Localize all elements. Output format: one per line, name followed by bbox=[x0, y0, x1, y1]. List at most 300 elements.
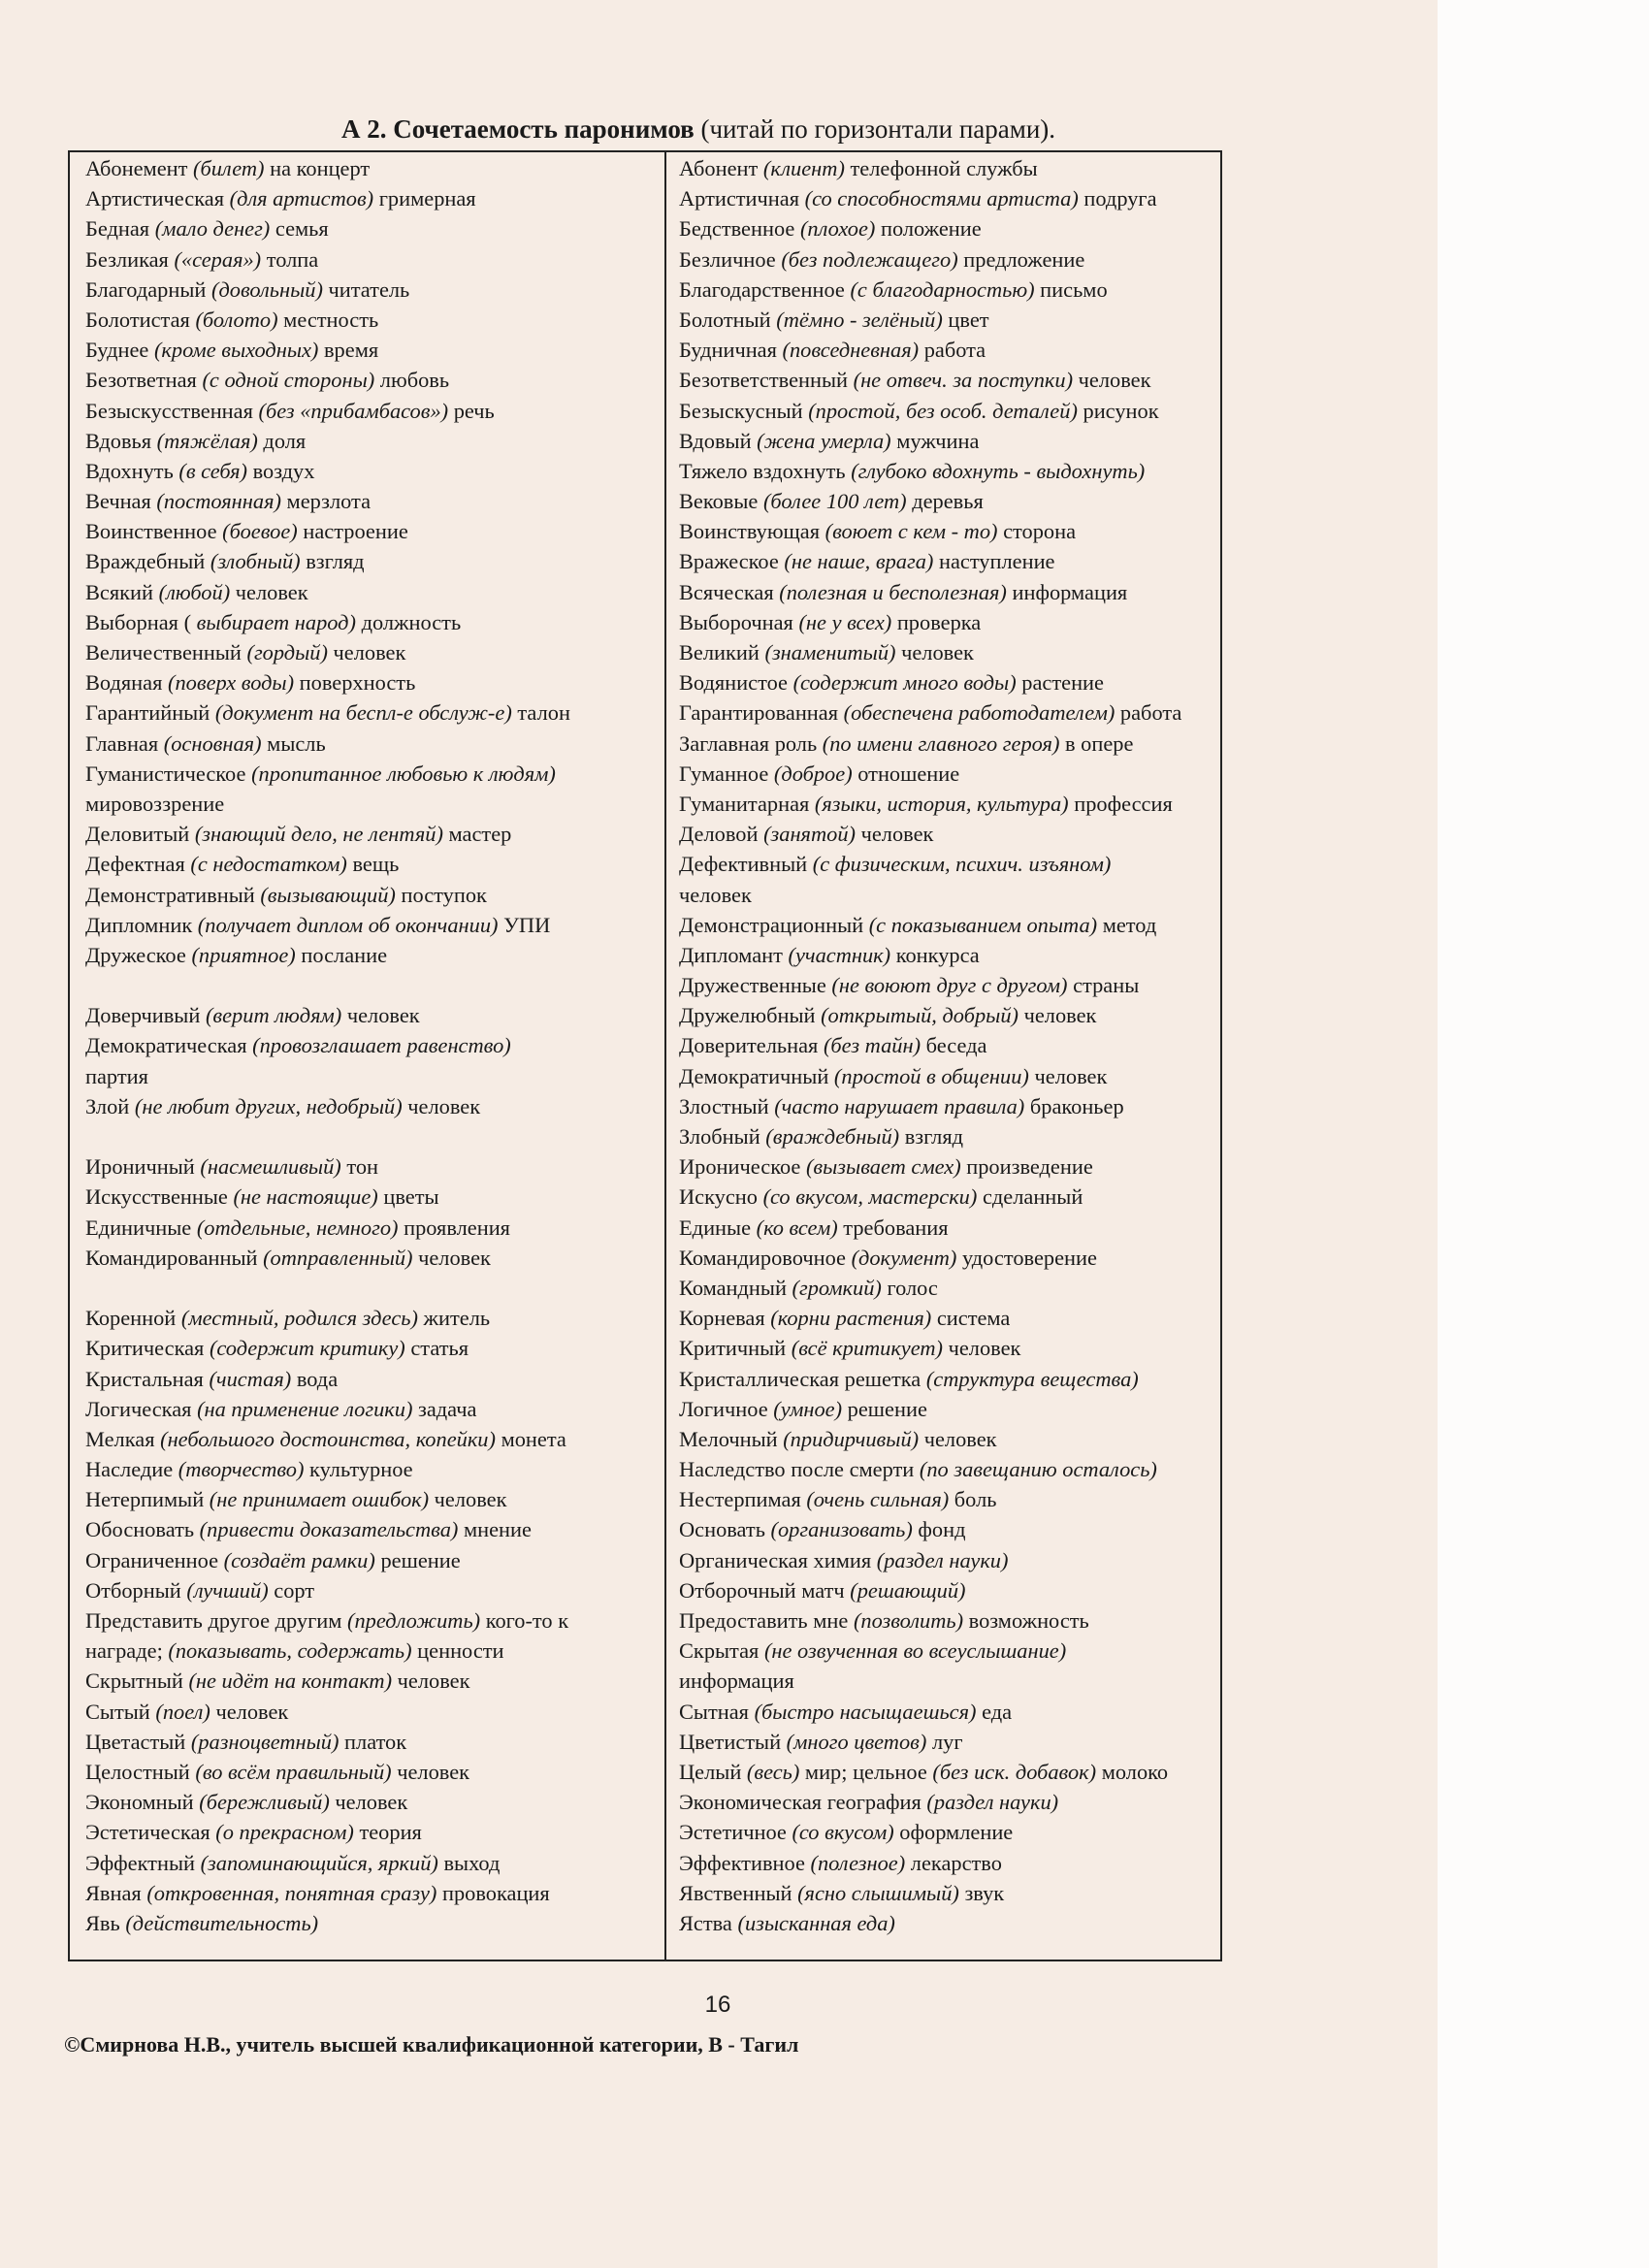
paronym-text: Искусно bbox=[679, 1184, 763, 1210]
paronym-text: Критическая bbox=[85, 1336, 210, 1361]
paronym-text: Дипломант bbox=[679, 942, 789, 967]
paronym-text: Искусственные bbox=[85, 1184, 234, 1210]
paronym-text: Водяная bbox=[85, 670, 168, 696]
table-line bbox=[85, 1727, 660, 1757]
paronym-text: Благодарственное bbox=[679, 276, 851, 302]
table-line bbox=[679, 1182, 1218, 1212]
table-line bbox=[679, 396, 1218, 426]
paronym-text: Вечная bbox=[85, 489, 157, 514]
paronym-text: УПИ bbox=[498, 912, 551, 937]
paronym-text: Командный bbox=[679, 1275, 792, 1300]
paronym-text: письмо bbox=[1034, 276, 1108, 302]
paronym-hint: (содержит много воды) bbox=[792, 670, 1017, 696]
table-line bbox=[679, 577, 1218, 607]
table-line bbox=[679, 1151, 1218, 1182]
table-line bbox=[85, 1030, 660, 1060]
paronym-text: толпа bbox=[261, 246, 319, 272]
paronym-hint: (мало денег) bbox=[154, 216, 271, 242]
table-line bbox=[85, 1273, 660, 1303]
paronym-text: сорт bbox=[268, 1577, 315, 1603]
paronym-text: кого-то к bbox=[480, 1608, 569, 1633]
paronym-text: монета bbox=[495, 1426, 566, 1451]
paronym-hint: (документ) bbox=[851, 1245, 957, 1270]
paronym-text: задача bbox=[412, 1396, 477, 1421]
table-line bbox=[85, 1213, 660, 1243]
paronym-hint: (простой, без особ. деталей) bbox=[808, 398, 1078, 423]
table-line bbox=[85, 396, 660, 426]
paronym-hint: (по завещанию осталось) bbox=[919, 1457, 1157, 1482]
table-line bbox=[85, 1182, 660, 1212]
table-line bbox=[85, 486, 660, 516]
paronym-hint: (для артистов) bbox=[229, 186, 374, 211]
paronym-text: партия bbox=[85, 1063, 148, 1088]
table-line bbox=[85, 1303, 660, 1333]
paronym-text: Гуманистическое bbox=[85, 761, 252, 786]
paronym-text: Эстетичное bbox=[679, 1820, 792, 1845]
paronym-hint: (на применение логики) bbox=[197, 1396, 413, 1421]
paronym-hint: (довольный) bbox=[210, 276, 323, 302]
paronym-text: ценности bbox=[411, 1638, 504, 1664]
paronym-text: положение bbox=[875, 216, 982, 242]
table-line bbox=[85, 1151, 660, 1182]
paronym-text: Сытый bbox=[85, 1699, 156, 1724]
paronym-text: человек bbox=[855, 822, 934, 847]
paronym-text: мысль bbox=[261, 730, 326, 756]
paronym-text: мнение bbox=[458, 1517, 532, 1542]
paronym-hint: (обеспечена работодателем) bbox=[843, 700, 1116, 726]
paronym-text: Мелочный bbox=[679, 1426, 784, 1451]
paronym-text: профессия bbox=[1068, 791, 1173, 816]
paronym-text: телефонной службы bbox=[844, 156, 1038, 180]
paronym-hint: (повседневная) bbox=[782, 338, 920, 363]
paronym-text: Органическая химия bbox=[679, 1547, 877, 1572]
paronym-text: Обосновать bbox=[85, 1517, 200, 1542]
table-line bbox=[85, 1514, 660, 1544]
paronym-text: провокация bbox=[436, 1880, 550, 1905]
table-line bbox=[679, 153, 1218, 183]
paronym-text: Злостный bbox=[679, 1093, 775, 1118]
table-line bbox=[679, 759, 1218, 789]
paronym-text: работа bbox=[1115, 700, 1182, 726]
paronym-hint: (раздел науки) bbox=[876, 1547, 1009, 1572]
table-line bbox=[679, 365, 1218, 395]
paronym-text: решение bbox=[374, 1547, 461, 1572]
paronym-hint: (небольшого достоинства, копейки) bbox=[160, 1426, 496, 1451]
paronym-text: Эффективное bbox=[679, 1850, 811, 1875]
paronym-text: Безликая bbox=[85, 246, 175, 272]
paronym-text: произведение bbox=[960, 1154, 1093, 1180]
paronym-hint: (придирчивый) bbox=[783, 1426, 920, 1451]
table-line bbox=[679, 1061, 1218, 1091]
paronym-text: человек bbox=[412, 1245, 491, 1270]
paronym-text: Всяческая bbox=[679, 579, 780, 604]
table-line bbox=[679, 546, 1218, 576]
paronym-text: Наследство после смерти bbox=[679, 1457, 920, 1482]
paronym-text: Демократическая bbox=[85, 1033, 253, 1058]
paronym-text: информация bbox=[1006, 579, 1128, 604]
paronym-text: проверка bbox=[891, 609, 982, 634]
paronym-text: Злобный bbox=[679, 1124, 766, 1149]
paronym-hint: (с благодарностью) bbox=[850, 276, 1035, 302]
paronym-text: система bbox=[931, 1306, 1011, 1331]
table-line bbox=[679, 1636, 1218, 1666]
table-line bbox=[679, 1817, 1218, 1847]
paronym-text: Цветастый bbox=[85, 1729, 191, 1754]
paronym-hint: (умное) bbox=[773, 1396, 843, 1421]
paronym-text: семья bbox=[270, 216, 329, 242]
paronym-text: мастер bbox=[442, 822, 512, 847]
paronym-hint: (часто нарушает правила) bbox=[774, 1093, 1025, 1118]
table-line bbox=[85, 759, 660, 789]
paronym-text: время bbox=[318, 338, 379, 363]
table-line bbox=[85, 910, 660, 940]
table-line bbox=[85, 880, 660, 910]
paronym-hint: (со вкусом) bbox=[792, 1820, 894, 1845]
paronym-hint: (любой) bbox=[158, 579, 231, 604]
paronym-text: луг bbox=[926, 1729, 963, 1754]
table-line bbox=[85, 1575, 660, 1605]
table-line bbox=[85, 305, 660, 335]
paronym-text: еда bbox=[976, 1699, 1013, 1724]
paronym-text: человек bbox=[1018, 1003, 1097, 1028]
paronym-hint: (не отвеч. за поступки) bbox=[853, 368, 1074, 393]
table-line bbox=[85, 940, 660, 970]
paronym-text: Демонстрационный bbox=[679, 912, 869, 937]
paronym-hint: (злобный) bbox=[210, 549, 301, 574]
paronym-text: работа bbox=[919, 338, 986, 363]
paronym-hint: (билет) bbox=[193, 156, 265, 180]
paronym-text: Злой bbox=[85, 1093, 135, 1118]
paronym-hint: (более 100 лет) bbox=[762, 489, 907, 514]
paronym-text: Вражеское bbox=[679, 549, 785, 574]
paronym-text: возможность bbox=[963, 1608, 1089, 1633]
table-line bbox=[85, 335, 660, 365]
paronym-text: настроение bbox=[297, 519, 408, 544]
paronym-text: доля bbox=[257, 428, 307, 453]
paronym-hint: (не принимает ошибок) bbox=[209, 1487, 430, 1512]
footer-credit: ©Смирнова Н.В., учитель высшей квалификационной категории, В - Тагил bbox=[64, 2032, 799, 2057]
table-line bbox=[85, 1908, 660, 1938]
table-line bbox=[679, 1364, 1218, 1394]
paronym-hint: (насмешливый) bbox=[200, 1154, 341, 1180]
table-line bbox=[85, 1424, 660, 1454]
paronym-hint: (не воюют друг с другом) bbox=[831, 973, 1068, 998]
paronym-text: вещь bbox=[346, 852, 400, 877]
paronym-text: Величественный bbox=[85, 640, 247, 664]
paronym-hint: (пропитанное любовью к людям) bbox=[251, 761, 556, 786]
paronym-text: Артистическая bbox=[85, 186, 230, 211]
paronym-text: награде; bbox=[85, 1638, 169, 1664]
paronym-hint: (знаменитый) bbox=[764, 640, 896, 664]
paronym-text: рисунок bbox=[1077, 398, 1159, 423]
paronym-text: Цветистый bbox=[679, 1729, 787, 1754]
paronym-text: человек bbox=[429, 1487, 507, 1512]
paronym-hint: (жена умерла) bbox=[757, 428, 891, 453]
paronym-text: предложение bbox=[957, 246, 1085, 272]
paronym-text: сторона bbox=[997, 519, 1077, 544]
paronym-text: гримерная bbox=[373, 186, 476, 211]
table-line bbox=[85, 456, 660, 486]
paronym-text: человек bbox=[329, 1790, 408, 1815]
paronym-text: деревья bbox=[906, 489, 984, 514]
table-line bbox=[679, 849, 1218, 879]
table-line bbox=[679, 1273, 1218, 1303]
table-line bbox=[85, 1605, 660, 1636]
paronym-text: взгляд bbox=[899, 1124, 964, 1149]
table-line bbox=[85, 1394, 660, 1424]
paronym-hint: (чистая) bbox=[209, 1366, 292, 1391]
paronym-hint: (провозглашает равенство) bbox=[252, 1033, 511, 1058]
paronym-text: решение bbox=[842, 1396, 927, 1421]
paronym-text: Дружелюбный bbox=[679, 1003, 822, 1028]
paronym-text: Предоставить мне bbox=[679, 1608, 854, 1633]
paronym-text: Единичные bbox=[85, 1215, 197, 1240]
paronym-hint: (лучший) bbox=[186, 1577, 269, 1603]
paronym-text: Выборная ( bbox=[85, 609, 197, 634]
paronym-hint: (постоянная) bbox=[156, 489, 281, 514]
paronym-hint: (без подлежащего) bbox=[781, 246, 958, 272]
table-line bbox=[679, 1303, 1218, 1333]
paronym-text: Коренной bbox=[85, 1306, 181, 1331]
table-line bbox=[679, 244, 1218, 275]
paronym-text: Безответственный bbox=[679, 368, 854, 393]
paronym-text: Враждебный bbox=[85, 549, 210, 574]
paronym-text: человек bbox=[402, 1093, 481, 1118]
paronym-text: Отборный bbox=[85, 1577, 187, 1603]
table-line bbox=[679, 1213, 1218, 1243]
paronym-hint: (со вкусом, мастерски) bbox=[762, 1184, 978, 1210]
paronym-text: Вдохнуть bbox=[85, 458, 179, 483]
table-line bbox=[85, 1666, 660, 1696]
paronym-hint: (не любит других, недобрый) bbox=[134, 1093, 403, 1118]
paronym-text: наступление bbox=[933, 549, 1055, 574]
paronym-hint: (клиент) bbox=[762, 156, 845, 180]
paronym-text: Экономическая география bbox=[679, 1790, 927, 1815]
paronym-text: Гарантированная bbox=[679, 700, 844, 726]
table-line bbox=[85, 1848, 660, 1878]
table-line bbox=[85, 819, 660, 849]
paronym-text: человек bbox=[919, 1426, 997, 1451]
paronym-text: информация bbox=[679, 1669, 794, 1694]
table-line bbox=[679, 880, 1218, 910]
paronym-hint: (ясно слышимый) bbox=[797, 1880, 959, 1905]
paronym-text: Целый bbox=[679, 1759, 747, 1784]
paronym-text: на концерт bbox=[264, 156, 371, 180]
paronym-text: Нетерпимый bbox=[85, 1487, 210, 1512]
paronym-text: Дружеское bbox=[85, 942, 192, 967]
table-line bbox=[85, 1697, 660, 1727]
paronym-hint: (всё критикует) bbox=[791, 1336, 944, 1361]
paronym-text: Логическая bbox=[85, 1396, 198, 1421]
paronym-text: Болотистая bbox=[85, 307, 196, 332]
table-line bbox=[679, 1394, 1218, 1424]
paronym-text: Кристальная bbox=[85, 1366, 210, 1391]
paronym-text: Выборочная bbox=[679, 609, 799, 634]
table-line bbox=[679, 1848, 1218, 1878]
paronym-text: любовь bbox=[374, 368, 450, 393]
paronym-hint: (полезное) bbox=[810, 1850, 906, 1875]
table-line bbox=[679, 275, 1218, 305]
paronym-text: беседа bbox=[921, 1033, 987, 1058]
table-line bbox=[85, 637, 660, 667]
paronym-text: Доверчивый bbox=[85, 1003, 206, 1028]
paronym-text: человек bbox=[943, 1336, 1021, 1361]
table-line bbox=[679, 456, 1218, 486]
paronym-text: Дефективный bbox=[679, 852, 813, 877]
table-line bbox=[679, 516, 1218, 546]
paronym-text: Дружественные bbox=[679, 973, 832, 998]
paronym-text: Буднее bbox=[85, 338, 154, 363]
table-line bbox=[85, 1454, 660, 1484]
paronym-hint: (открытый, добрый) bbox=[821, 1003, 1018, 1028]
paronym-text: Демонстративный bbox=[85, 882, 261, 907]
paronym-hint: (без иск. добавок) bbox=[932, 1759, 1097, 1784]
paronym-hint: (не у всех) bbox=[798, 609, 892, 634]
paronym-text: Демократичный bbox=[679, 1063, 834, 1088]
paronym-text: человек bbox=[391, 1759, 470, 1784]
table-line bbox=[679, 305, 1218, 335]
paronym-hint: (болото) bbox=[195, 307, 278, 332]
page-number: 16 bbox=[704, 1992, 731, 2018]
paronym-text: воздух bbox=[247, 458, 315, 483]
paronym-text: страны bbox=[1067, 973, 1140, 998]
paronym-hint: (тёмно - зелёный) bbox=[776, 307, 943, 332]
paronym-text: Отборочный матч bbox=[679, 1577, 851, 1603]
table-line bbox=[85, 365, 660, 395]
paronym-hint: (тяжёлая) bbox=[156, 428, 258, 453]
paronym-hint: (гордый) bbox=[246, 640, 328, 664]
paronym-text: метод bbox=[1097, 912, 1157, 937]
left-column bbox=[85, 153, 660, 1938]
paronym-hint: (вызывающий) bbox=[260, 882, 396, 907]
paronym-text: поступок bbox=[395, 882, 487, 907]
table-line bbox=[85, 1243, 660, 1273]
paronym-hint: (получает диплом об окончании) bbox=[197, 912, 499, 937]
paronym-text: Основать bbox=[679, 1517, 771, 1542]
paronym-hint: (боевое) bbox=[222, 519, 298, 544]
table-line bbox=[679, 1000, 1218, 1030]
paronym-text: Воинствующая bbox=[679, 519, 825, 544]
paronym-text: Безответная bbox=[85, 368, 203, 393]
paronym-hint: (верит людям) bbox=[205, 1003, 342, 1028]
paronym-text: Безыскусственная bbox=[85, 398, 259, 423]
paronym-hint: (творчество) bbox=[178, 1457, 305, 1482]
paronym-hint: (с одной стороны) bbox=[202, 368, 375, 393]
paronym-hint: (много цветов) bbox=[786, 1729, 927, 1754]
paronym-text: культурное bbox=[304, 1457, 413, 1482]
paronym-hint: (о прекрасном) bbox=[215, 1820, 354, 1845]
paronym-text: Бедственное bbox=[679, 216, 800, 242]
table-line bbox=[85, 1878, 660, 1908]
paronym-hint: (организовать) bbox=[770, 1517, 913, 1542]
paronym-text: подруга bbox=[1078, 186, 1157, 211]
table-line bbox=[85, 729, 660, 759]
table-line bbox=[679, 970, 1218, 1000]
paronym-hint: (разноцветный) bbox=[190, 1729, 340, 1754]
paronym-text: Скрытный bbox=[85, 1669, 189, 1694]
table-line bbox=[85, 970, 660, 1000]
paronym-text: поверхность bbox=[294, 670, 416, 696]
table-line bbox=[679, 1514, 1218, 1544]
table-line bbox=[85, 1817, 660, 1847]
paronym-text: Логичное bbox=[679, 1396, 774, 1421]
paronym-text: Командировочное bbox=[679, 1245, 852, 1270]
paronym-text: человек bbox=[327, 640, 406, 664]
table-line bbox=[679, 213, 1218, 243]
table-line bbox=[679, 1787, 1218, 1817]
paronym-text: Наследие bbox=[85, 1457, 178, 1482]
scan-margin bbox=[1438, 0, 1649, 2268]
table-line bbox=[679, 1697, 1218, 1727]
paronym-text: вода bbox=[291, 1366, 339, 1391]
paronym-hint: (решающий) bbox=[850, 1577, 966, 1603]
table-line bbox=[85, 1061, 660, 1091]
table-line bbox=[679, 697, 1218, 728]
paronym-hint: (простой в общении) bbox=[833, 1063, 1029, 1088]
paronym-text: звук bbox=[958, 1880, 1005, 1905]
table-line bbox=[679, 1666, 1218, 1696]
paronym-text: Деловитый bbox=[85, 822, 195, 847]
table-line bbox=[85, 1364, 660, 1394]
table-line bbox=[85, 1484, 660, 1514]
paronym-hint: (позволить) bbox=[853, 1608, 964, 1633]
table-line bbox=[85, 697, 660, 728]
paronym-text: человек bbox=[230, 579, 308, 604]
table-line bbox=[85, 849, 660, 879]
paronym-text: Вдовый bbox=[679, 428, 758, 453]
paronym-text: мировоззрение bbox=[85, 791, 225, 816]
paronym-hint: (основная) bbox=[163, 730, 262, 756]
table-line bbox=[679, 1757, 1218, 1787]
paronym-hint: (без «прибамбасов») bbox=[258, 398, 449, 423]
paronym-hint: (местный, родился здесь) bbox=[180, 1306, 418, 1331]
paronym-text: выход bbox=[437, 1850, 501, 1875]
paronym-text: статья bbox=[404, 1336, 469, 1361]
paronym-text: должность bbox=[355, 609, 462, 634]
paronym-hint: (плохое) bbox=[799, 216, 876, 242]
paronym-hint: (доброе) bbox=[773, 761, 853, 786]
paronym-text: удостоверение bbox=[956, 1245, 1097, 1270]
paronym-hint: выбирает народ) bbox=[196, 609, 356, 634]
paronym-text: мужчина bbox=[890, 428, 980, 453]
paronym-text: боль bbox=[949, 1487, 997, 1512]
paronym-hint: (показывать, содержать) bbox=[168, 1638, 412, 1664]
paronym-hint: (поел) bbox=[155, 1699, 210, 1724]
paronym-hint: (знающий дело, не лентяй) bbox=[194, 822, 443, 847]
paronym-hint: (в себя) bbox=[178, 458, 248, 483]
paronym-text: Дипломник bbox=[85, 912, 198, 937]
paronym-text: Доверительная bbox=[679, 1033, 824, 1058]
table-line bbox=[85, 1545, 660, 1575]
paronym-text: Будничная bbox=[679, 338, 783, 363]
table-line bbox=[679, 940, 1218, 970]
table-line bbox=[679, 667, 1218, 697]
paronym-text: Тяжело вздохнуть bbox=[679, 458, 852, 483]
table-line bbox=[85, 1000, 660, 1030]
table-line bbox=[85, 1091, 660, 1121]
paronym-hint: (с недостатком) bbox=[190, 852, 347, 877]
right-column bbox=[679, 153, 1218, 1938]
paronym-text: Целостный bbox=[85, 1759, 196, 1784]
paronym-text: отношение bbox=[852, 761, 960, 786]
paronym-text: Единые bbox=[679, 1215, 757, 1240]
table-line bbox=[679, 1545, 1218, 1575]
paronym-hint: (отдельные, немного) bbox=[196, 1215, 399, 1240]
paronym-hint: (корни растения) bbox=[770, 1306, 932, 1331]
paronym-hint: (участник) bbox=[788, 942, 891, 967]
paronym-text: лекарство bbox=[905, 1850, 1002, 1875]
table-line bbox=[679, 426, 1218, 456]
